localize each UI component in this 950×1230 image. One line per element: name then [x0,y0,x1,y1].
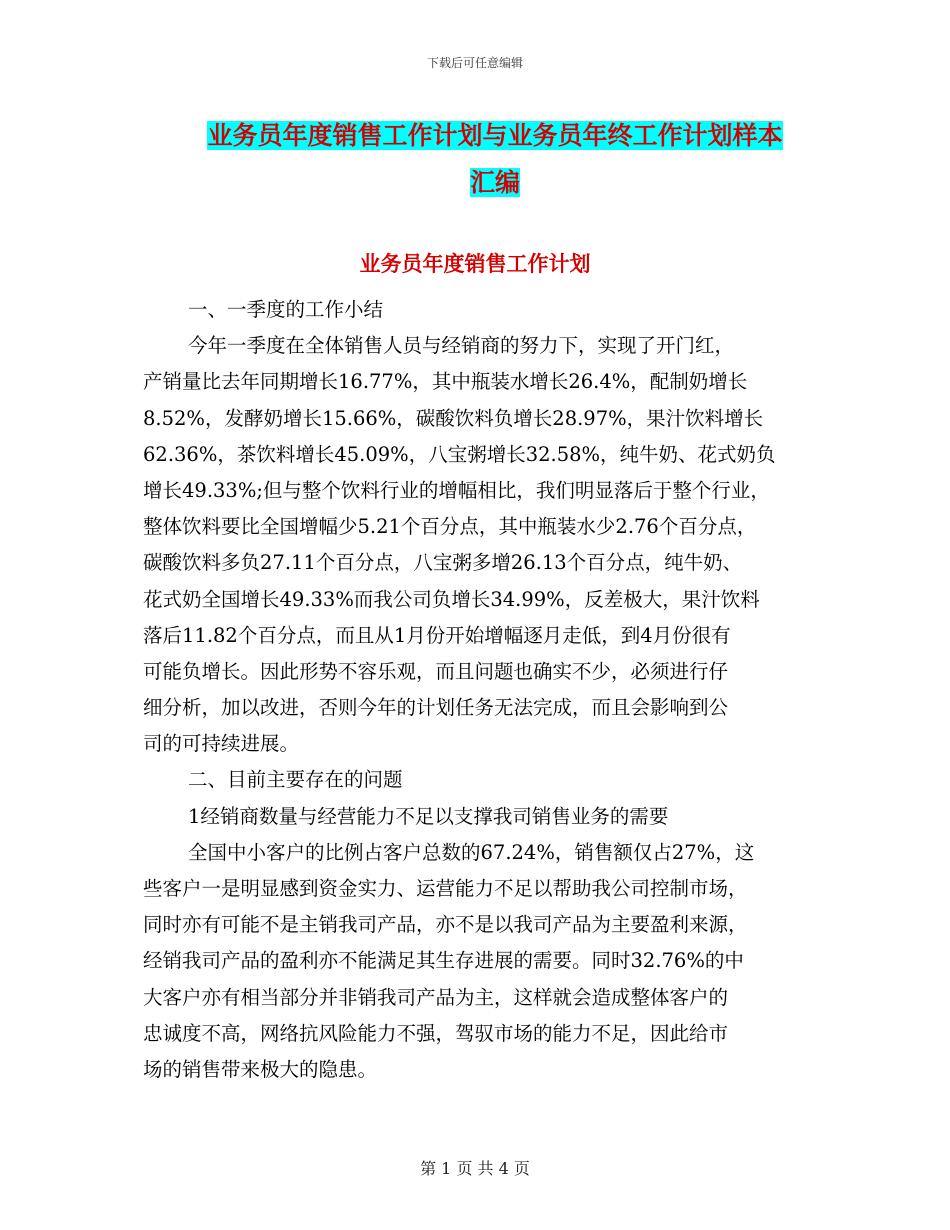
paragraph-line: 落后11.82个百分点，而且从1月份开始增幅逐月走低，到4月份很有 [143,623,731,647]
paragraph-line: 产销量比去年同期增长16.77%，其中瓶装水增长26.4%，配制奶增长 [143,370,748,394]
paragraph-line: 8.52%，发酵奶增长15.66%，碳酸饮料负增长28.97%，果汁饮料增长 [143,406,764,430]
section-title: 业务员年度销售工作计划 [359,252,591,276]
paragraph-line: 可能负增长。因此形势不容乐观，而且问题也确实不少，必须进行仔 [143,659,729,683]
paragraph-line: 细分析，加以改进，否则今年的计划任务无法完成，而且会影响到公 [143,696,729,720]
paragraph-line: 经销我司产品的盈利亦不能满足其生存进展的需要。同时32.76%的中 [143,949,744,973]
paragraph-line: 些客户一是明显感到资金实力、运营能力不足以帮助我公司控制市场， [143,877,748,900]
paragraph-line: 62.36%，茶饮料增长45.09%，八宝粥增长32.58%，纯牛奶、花式奶负 [143,442,776,466]
paragraph-line: 忠诚度不高，网络抗风险能力不强，驾驭市场的能力不足，因此给市 [143,1021,729,1045]
document-body [143,292,833,1088]
title-line-2: 汇编 [469,168,520,197]
paragraph-line: 大客户亦有相当部分并非销我司产品为主，这样就会造成整体客户的 [143,985,729,1009]
heading-q1-summary: 一、一季度的工作小结 [188,298,384,321]
paragraph-line: 增长49.33%;但与整个饮料行业的增幅相比，我们明显落后于整个行业， [143,478,770,502]
header-note: 下载后可任意编辑 [426,56,523,70]
paragraph-line: 司的可持续进展。 [143,732,300,756]
paragraph-line: 场的销售带来极大的隐患。 [143,1057,378,1081]
subheading-dealers: 1经销商数量与经营能力不足以支撑我司销售业务的需要 [188,804,669,828]
paragraph-line: 花式奶全国增长49.33%而我公司负增长34.99%，反差极大，果汁饮料 [143,587,760,611]
paragraph-line: 今年一季度在全体销售人员与经销商的努力下，实现了开门红， [188,334,735,358]
document-title [140,112,850,206]
paragraph-line: 同时亦有可能不是主销我司产品，亦不是以我司产品为主要盈利来源， [143,913,748,937]
paragraph-line: 整体饮料要比全国增幅少5.21个百分点，其中瓶装水少2.76个百分点， [143,515,757,539]
paragraph-line: 碳酸饮料多负27.11个百分点，八宝粥多增26.13个百分点，纯牛奶、 [143,551,743,575]
title-line-1: 业务员年度销售工作计划与业务员年终工作计划样本 [207,121,783,150]
page-footer: 第 1 页 共 4 页 [420,1159,530,1178]
paragraph-line: 全国中小客户的比例占客户总数的67.24%，销售额仅占27%，这 [188,840,755,864]
heading-main-problems: 二、目前主要存在的问题 [188,768,403,792]
